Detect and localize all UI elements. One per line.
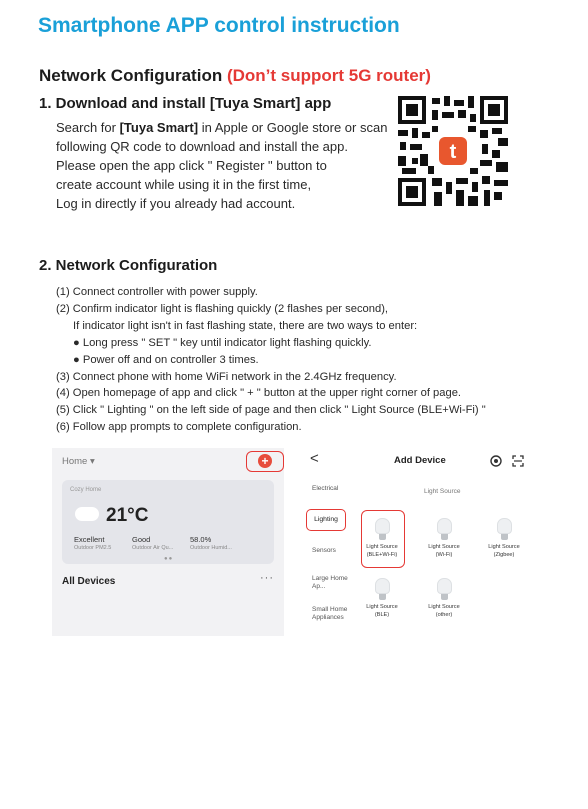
category-lighting[interactable] — [306, 509, 346, 531]
device-label: Light Source — [428, 604, 460, 610]
page-title: Smartphone APP control instruction — [38, 14, 400, 37]
bulb-icon — [497, 518, 512, 534]
stat-label: Outdoor Humid... — [190, 545, 232, 551]
step-item: If indicator light isn't in fast flashing state, there are two ways to enter: — [73, 319, 418, 332]
section1-heading: 1. Download and install [Tuya Smart] app — [39, 95, 332, 112]
category-large-appliances[interactable]: Large Home Ap... — [312, 575, 348, 590]
network-config-heading — [39, 66, 431, 86]
scan-target-icon[interactable] — [490, 455, 502, 467]
bulb-icon — [437, 518, 452, 534]
light-source-section: Light Source — [424, 488, 461, 495]
cloud-icon — [75, 507, 99, 521]
category-electrical[interactable]: Electrical — [312, 485, 339, 492]
device-sublabel: (Zigbee) — [493, 551, 515, 558]
temperature: 21°C — [106, 505, 149, 526]
device-light-source-wifi[interactable] — [420, 518, 468, 559]
bulb-icon — [375, 578, 390, 594]
device-sublabel: (BLE) — [374, 611, 390, 618]
device-label: Light Source — [366, 604, 398, 610]
device-light-source-zigbee[interactable] — [480, 518, 528, 559]
para-line: Log in directly if you already had account. — [56, 196, 296, 211]
stat-value: Excellent — [74, 535, 105, 544]
home-name: Cozy Home — [70, 487, 102, 493]
bulb-icon — [375, 518, 390, 534]
device-sublabel: (Wi-Fi) — [435, 551, 453, 558]
para-text: in Apple or Google store or scan — [198, 120, 388, 135]
device-label: Light Source — [428, 544, 460, 550]
device-label: Light Source — [366, 544, 398, 550]
device-light-source-ble-wifi[interactable] — [358, 518, 406, 559]
step-item: (5) Click " Lighting " on the left side of page and then click " Light Source (BLE+Wi-Fi) " — [56, 404, 486, 417]
steps-list — [56, 284, 486, 436]
step-item: (1) Connect controller with power supply. — [56, 286, 258, 298]
category-lighting-label: Lighting — [314, 516, 338, 523]
bullet-item: ● Long press " SET " key until indicator light flashing quickly. — [73, 336, 372, 349]
para-line: create account while using it in the first time, — [56, 177, 312, 192]
device-label: Light Source — [488, 544, 520, 550]
para-text: Search for — [56, 120, 120, 135]
weather-card — [62, 480, 274, 564]
page-dots: ●● — [164, 556, 174, 562]
step-item: (3) Connect phone with home WiFi network in the 2.4GHz frequency. — [56, 370, 397, 383]
more-icon[interactable]: ··· — [260, 572, 274, 584]
stat-label: Outdoor Air Qu... — [132, 545, 174, 551]
category-small-appliances[interactable]: Small Home Appliances — [312, 606, 348, 621]
add-device-screenshot — [304, 448, 536, 636]
device-sublabel: (BLE+Wi-Fi) — [366, 551, 398, 558]
category-sensors[interactable]: Sensors — [312, 547, 336, 554]
section2-heading: 2. Network Configuration — [39, 257, 218, 274]
step-item: (4) Open homepage of app and click " + " button at the upper right corner of page. — [56, 387, 462, 400]
para-line: following QR code to download and install the app. — [56, 139, 348, 154]
step-item: (6) Follow app prompts to complete configuration. — [56, 421, 302, 434]
qr-scan-icon[interactable] — [512, 455, 524, 467]
app-name: [Tuya Smart] — [119, 120, 199, 135]
logo-letter: t — [449, 141, 457, 163]
stat-value: Good — [132, 535, 151, 544]
all-devices-label: All Devices — [62, 576, 116, 587]
bulb-icon — [437, 578, 452, 594]
add-device-title: Add Device — [394, 455, 446, 466]
network-heading-text: Network Configuration — [39, 66, 223, 85]
bullet-item: ● Power off and on controller 3 times. — [73, 353, 259, 366]
stat-label: Outdoor PM2.5 — [74, 545, 112, 551]
device-sublabel: (other) — [435, 611, 453, 618]
qr-code — [398, 96, 508, 206]
router-warning: (Don’t support 5G router) — [226, 66, 431, 85]
device-light-source-ble[interactable] — [358, 578, 406, 619]
device-light-source-other[interactable] — [420, 578, 468, 619]
step-item: (2) Confirm indicator light is flashing quickly (2 flashes per second), — [56, 302, 389, 315]
back-icon[interactable]: < — [310, 450, 319, 467]
home-dropdown[interactable]: Home ▾ — [62, 456, 95, 467]
para-line: Please open the app click " Register " button to — [56, 158, 327, 173]
stat-value: 58.0% — [190, 535, 212, 544]
section1-paragraph — [56, 118, 387, 213]
home-screen-screenshot — [52, 448, 284, 636]
add-device-button[interactable]: + — [258, 454, 272, 468]
